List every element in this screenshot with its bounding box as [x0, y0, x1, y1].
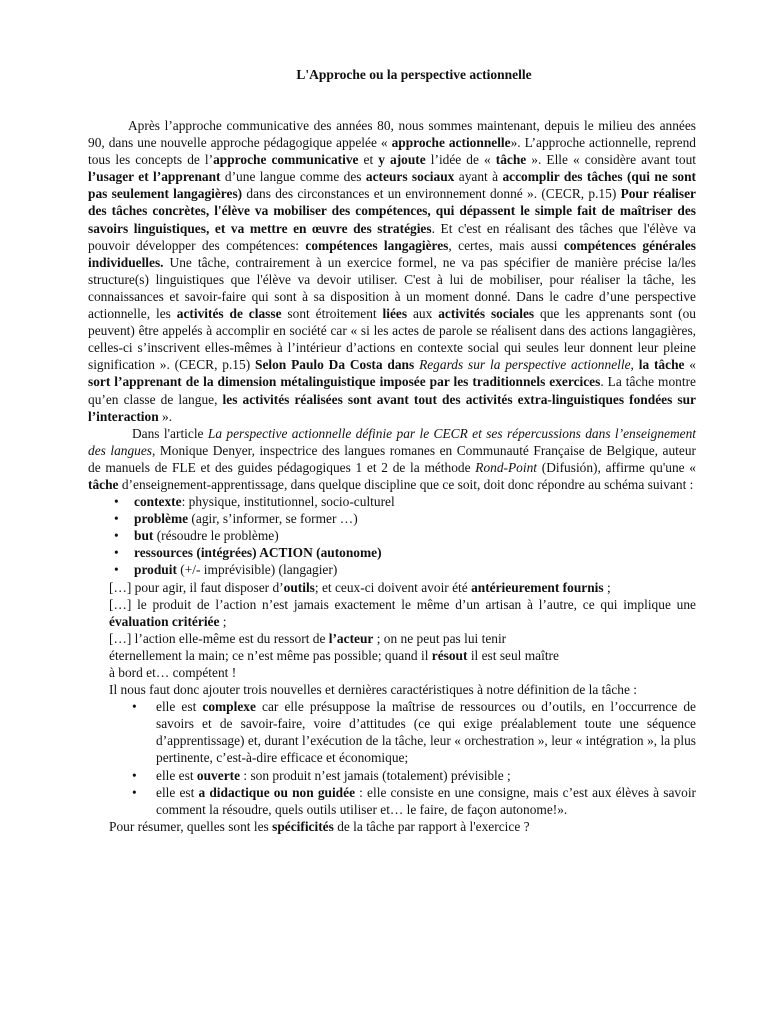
list-item	[88, 544, 696, 561]
document-title: L'Approche ou la perspective actionnelle	[296, 67, 532, 82]
text-run: (+/- imprévisible) (langagier)	[176, 562, 338, 578]
text-run: elle est	[156, 699, 203, 715]
bold-run: approche communicative	[213, 152, 359, 168]
bold-run: problème	[134, 511, 189, 527]
text-run: dans des circonstances et un environnement donné ». (CECR, p.15)	[242, 186, 621, 202]
text-run: (agir, s’informer, se former …)	[188, 511, 358, 527]
bold-run: outils	[283, 579, 315, 595]
text-run: de la tâche par rapport à l'exercice ?	[333, 818, 530, 834]
paragraph-question	[88, 818, 696, 835]
text-run: […] pour agir, il faut disposer d’	[109, 579, 284, 595]
quote-produit	[88, 596, 696, 630]
bold-run: compétences générales individuelles.	[88, 237, 696, 270]
text-run: ».	[158, 408, 173, 424]
list-item	[88, 493, 696, 510]
bold-run: compétences langagières	[305, 237, 449, 253]
bold-run: y ajoute	[378, 152, 426, 168]
text-run: Dans l'article	[132, 425, 208, 441]
text-run: ;	[603, 579, 611, 595]
schema-list	[88, 493, 696, 578]
bold-run: acteurs sociaux	[365, 169, 455, 185]
bold-run: Selon Paulo Da Costa dans	[255, 357, 420, 373]
text-run: sont étroitement	[281, 306, 383, 322]
text-run: , certes, mais aussi	[448, 237, 564, 253]
quote-acteur-end	[88, 664, 696, 681]
bold-run: résout	[431, 647, 468, 663]
bold-run: approche actionnelle	[391, 135, 511, 151]
text-run: […] le produit de l’action n’est jamais exactement le même d’un artisan à l’autre, ce qui implique une	[109, 596, 696, 612]
quote-acteur	[88, 630, 696, 647]
document-body	[88, 117, 696, 835]
text-run: ». L’approche actionnelle, reprend tous les concepts de l’	[88, 135, 697, 168]
bold-run: a didactique ou non guidée	[198, 784, 356, 800]
text-run: il est seul maître	[467, 647, 559, 663]
text-run: ayant à	[454, 169, 503, 185]
text-run: (résoudre le problème)	[153, 528, 279, 544]
bold-run: sort l’apprenant de la dimension métalinguistique imposée par les traditionnels exercices	[88, 374, 601, 390]
bold-run: but	[134, 528, 154, 544]
text-run: […] l’action elle-même est du ressort de	[109, 630, 329, 646]
text-run: ,	[630, 357, 639, 373]
bold-run: l’usager et l’apprenant	[88, 169, 221, 185]
bold-run: contexte	[134, 494, 182, 510]
text-run: d’enseignement-apprentissage, dans quelque discipline que ce soit, doit donc répondre au schéma suivant :	[118, 476, 694, 492]
text-run: elle est	[156, 784, 199, 800]
text-run: : physique, institutionnel, socio-culturel	[181, 494, 395, 510]
list-item	[88, 527, 696, 544]
bold-run: ressources (intégrées) ACTION (autonome)	[134, 545, 382, 561]
text-run: et	[358, 152, 379, 168]
text-run: éternellement la main; ce n’est même pas possible; quand il	[109, 647, 432, 663]
bold-run: la tâche	[638, 357, 685, 373]
paragraph-caracteristiques	[88, 681, 696, 698]
text-run: d’une langue comme des	[220, 169, 366, 185]
text-run: ; on ne peut pas lui tenir	[373, 630, 507, 646]
text-run: l’idée de «	[425, 152, 496, 168]
bold-run: spécificités	[272, 818, 334, 834]
paragraph-denyer	[88, 425, 696, 493]
bold-run: activités de classe	[176, 306, 282, 322]
italic-run: Regards sur la perspective actionnelle	[419, 357, 631, 373]
quote-outils	[88, 579, 696, 596]
list-item	[88, 784, 696, 818]
text-run: «	[684, 357, 696, 373]
bold-run: Pour réaliser des tâches concrètes, l'élève va mobiliser des compétences, qui dépassent le simple fait de maîtriser des savoirs linguistiques, et va mettre en œuvre des stratégies	[88, 186, 696, 236]
quote-acteur-cont	[88, 647, 696, 664]
list-item	[88, 561, 696, 578]
bold-run: tâche	[495, 152, 527, 168]
features-list	[88, 698, 696, 818]
text-run: : son produit n’est jamais (totalement) prévisible ;	[240, 767, 511, 783]
text-run: à bord et… compétent !	[109, 665, 237, 680]
text-run: ; et ceux-ci doivent avoir été	[314, 579, 472, 595]
text-run: ». Elle « considère avant tout	[526, 152, 696, 168]
text-run: . La tâche montre qu’en classe de langue,	[88, 374, 696, 407]
list-item	[88, 510, 696, 527]
text-run: aux	[407, 306, 439, 322]
list-item	[88, 698, 696, 766]
italic-run: Rond-Point	[475, 459, 538, 475]
bold-run: liées	[382, 306, 408, 322]
text-run: Après l’approche communicative des années 80, nous sommes maintenant, depuis le milieu des années 90, dans une nouvelle approche pédagogique appelée «	[88, 118, 696, 151]
text-run: Une tâche, contrairement à un exercice formel, ne va pas spécifier de manière précise la/les structure(s) linguistiques que l'élève va devoir utiliser. C'est à lui de mobiliser, pour réaliser la tâche, les connaissances et savoir-faire qui sont à sa disposition à un moment donné. Dans le cadre d’une perspective actionnelle, les	[88, 254, 696, 322]
text-run: que les apprenants sont (ou peuvent) être appelés à accomplir en société car « si les actes de parole se réalisent dans des actions langagières, celles-ci s’inscrivent elles-mêmes à l’intérieur d’actions en contexte social qui seules leur donnent leur pleine signification ». (CECR, p.15)	[88, 306, 696, 373]
bold-run: les activités réalisées sont avant tout des activités extra-linguistiques fondées sur l’interaction	[88, 391, 696, 424]
text-run: . Et c'est en réalisant des tâches que l'élève va pouvoir développer des compétences:	[88, 220, 696, 253]
text-run: Il nous faut donc ajouter trois nouvelles et dernières caractéristiques à notre définition de la tâche :	[109, 682, 637, 698]
paragraph-intro	[88, 117, 696, 425]
bold-run: antérieurement fournis	[471, 579, 604, 595]
bold-run: activités sociales	[438, 306, 535, 322]
bold-run: l’acteur	[328, 630, 374, 646]
text-run: (Difusión), affirme qu'une «	[537, 459, 696, 475]
list-item	[88, 767, 696, 784]
text-run: : elle consiste en une consigne, mais c’est aux élèves à savoir comment la résoudre, quels outils utiliser et… le faire, de façon autonome!».	[156, 784, 696, 817]
text-run: car elle présuppose la maîtrise de ressources ou d’outils, en l’occurrence de savoirs et de savoir-faire, voire d’attitudes (ce qui exige préalablement toute une séquence d’apprentissage) et, durant l’exécution de la tâche, leur « orchestration », leur « intégration », la plus pertinente, c’est-à-dire efficace et économique;	[156, 699, 696, 766]
bold-run: complexe	[202, 699, 256, 715]
text-run: ;	[219, 613, 227, 629]
text-run: Pour résumer, quelles sont les	[109, 818, 273, 834]
bold-run: évaluation critériée	[109, 613, 220, 629]
bold-run: accomplir des tâches (qui ne sont pas seulement langagières)	[88, 169, 697, 202]
bold-run: produit	[134, 562, 177, 578]
bold-run: tâche	[88, 476, 119, 492]
text-run: , Monique Denyer, inspectrice des langues romanes en Communauté Française de Belgique, auteur de manuels de FLE et des guides pédagogiques 1 et 2 de la méthode	[88, 442, 696, 475]
italic-run: La perspective actionnelle définie par le CECR et ses répercussions dans l’enseignement des langues	[88, 425, 696, 458]
bold-run: ouverte	[196, 767, 241, 783]
text-run: elle est	[156, 767, 197, 783]
